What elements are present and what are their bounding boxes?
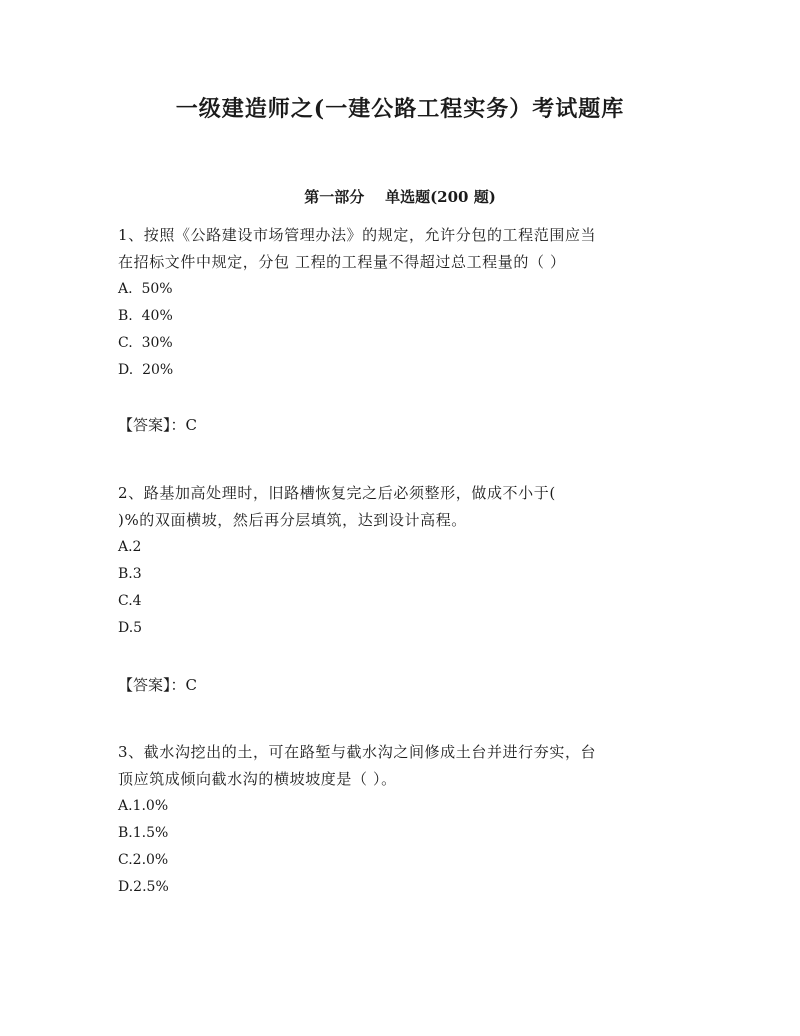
option-d: D.2.5% (118, 879, 169, 895)
question-text-line: 1、按照《公路建设市场管理办法》的规定，允许分包的工程范围应当 (118, 226, 597, 244)
question-text-line: 3、截水沟挖出的土，可在路堑与截水沟之间修成土台并进行夯实，台 (118, 743, 597, 761)
document-title: 一级建造师之(一建公路工程实务）考试题库 (175, 96, 625, 122)
section-heading: 第一部分 单选题(200 题) (304, 188, 496, 206)
question-text-line: 2、路基加高处理时，旧路槽恢复完之后必须整形，做成不小于( (118, 484, 556, 502)
question-2 (118, 480, 688, 642)
option-c: C.4 (118, 593, 142, 609)
option-d: D.5 (118, 620, 143, 636)
answer-2: 【答案】：C (118, 676, 197, 694)
option-a: A.1.0% (118, 798, 169, 814)
option-b: B.1.5% (118, 825, 169, 841)
option-b: B.3 (118, 566, 142, 582)
answer-1: 【答案】：C (118, 416, 197, 434)
question-text-line: 顶应筑成倾向截水沟的横坡坡度是（ ）。 (118, 770, 397, 788)
option-c: C. 30% (118, 335, 173, 351)
option-d: D. 20% (118, 362, 174, 378)
question-1 (118, 222, 688, 384)
option-a: A.2 (118, 539, 142, 555)
question-text-line: )%的双面横坡，然后再分层填筑，达到设计高程。 (118, 511, 467, 529)
option-a: A. 50% (118, 281, 173, 297)
question-3 (118, 739, 688, 901)
option-c: C.2.0% (118, 852, 169, 868)
option-b: B. 40% (118, 308, 173, 324)
question-text-line: 在招标文件中规定，分包 工程的工程量不得超过总工程量的（ ） (118, 253, 566, 271)
